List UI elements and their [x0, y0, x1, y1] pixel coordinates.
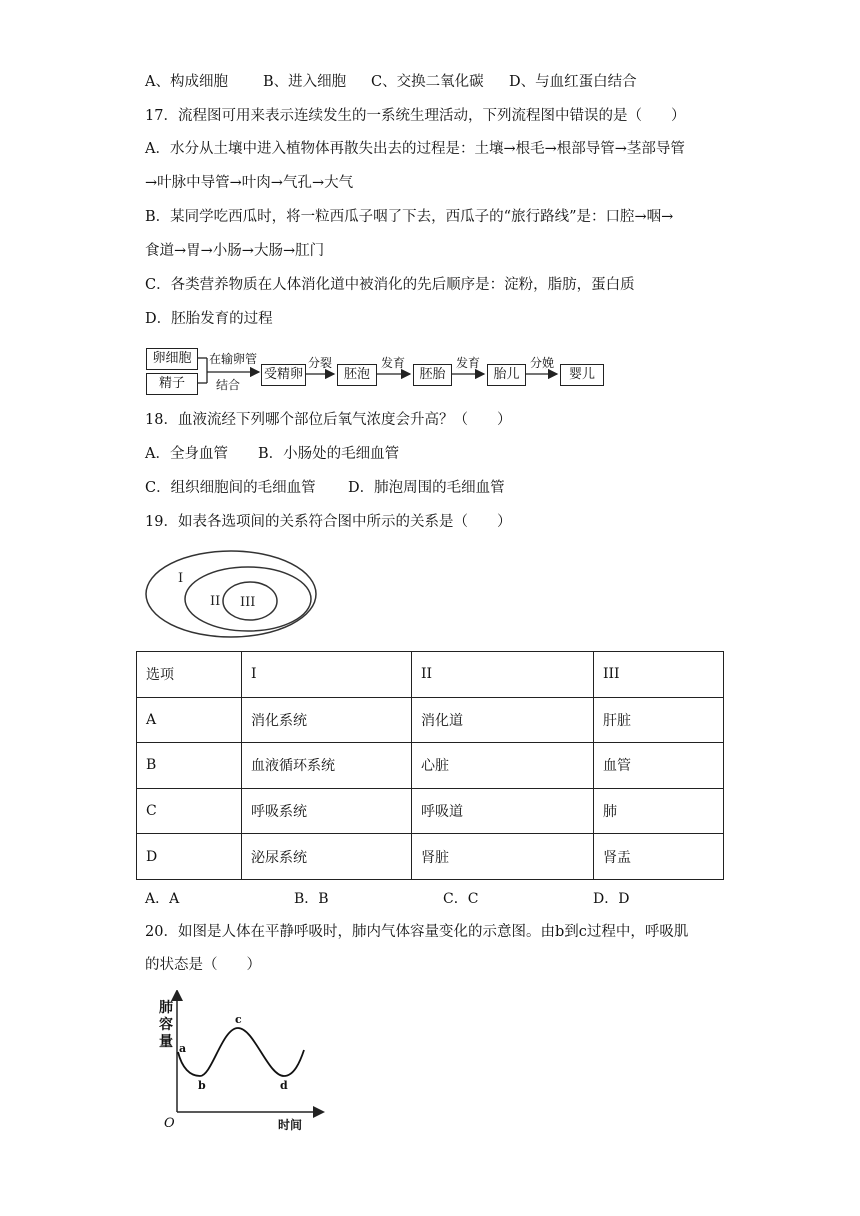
flow-connector-lines: [0, 0, 860, 400]
graph-point-d: d: [280, 1079, 288, 1092]
q16-option-c: C、交换二氧化碳: [371, 74, 484, 90]
table-cell: 肝脏: [594, 697, 724, 743]
venn-label-middle: II: [210, 594, 221, 609]
graph-volume-curve: [178, 1028, 304, 1076]
flow-label-develop-2: 发育: [456, 356, 481, 370]
flow-box-baby: 婴儿: [560, 364, 604, 386]
graph-point-c: c: [235, 1013, 242, 1026]
table-cell: 肾盂: [594, 834, 724, 880]
flow-box-blastocyst: 胚泡: [337, 364, 377, 386]
table-cell: 血管: [594, 743, 724, 789]
q18-option-a: A．全身血管: [145, 446, 228, 462]
graph-xlabel: 时间: [278, 1118, 303, 1132]
table-header-cell: II: [412, 652, 594, 698]
flow-label-split: 分裂: [308, 356, 333, 370]
table-header-cell: III: [594, 652, 724, 698]
table-row: [137, 788, 724, 834]
table-cell: 泌尿系统: [242, 834, 412, 880]
venn-label-outer: I: [178, 571, 184, 586]
graph-ylabel-char-2: 容: [159, 1017, 173, 1033]
table-cell: 心脏: [412, 743, 594, 789]
table-row: [137, 697, 724, 743]
q17-option-b-line2: 食道→胃→小肠→大肠→肛门: [145, 243, 325, 259]
q17-option-d: D．胚胎发育的过程: [145, 311, 273, 327]
graph-origin-label: O: [164, 1116, 175, 1131]
q19-options-table: [136, 651, 724, 880]
q18-option-b: B．小肠处的毛细血管: [258, 446, 400, 462]
q19-answer-c: C．C: [443, 891, 479, 907]
table-cell: B: [137, 743, 242, 789]
q16-option-b: B、进入细胞: [263, 74, 347, 90]
table-cell: 血液循环系统: [242, 743, 412, 789]
flow-box-embryo: 胚胎: [413, 364, 452, 386]
graph-point-a: a: [179, 1042, 187, 1055]
q17-option-b-line1: B．某同学吃西瓜时，将一粒西瓜子咽了下去，西瓜子的“旅行路线”是：口腔→咽→: [145, 209, 674, 225]
venn-label-inner: III: [240, 595, 256, 610]
q17-stem: 17．流程图可用来表示连续发生的一系统生理活动，下列流程图中错误的是（ ）: [145, 108, 686, 124]
q18-option-c: C．组织细胞间的毛细血管: [145, 480, 316, 496]
q18-stem: 18．血液流经下列哪个部位后氧气浓度会升高？（ ）: [145, 412, 512, 428]
q20-stem-line2: 的状态是（ ）: [145, 957, 261, 973]
table-cell: 消化道: [412, 697, 594, 743]
graph-ylabel-char-1: 肺: [159, 1000, 173, 1016]
q18-option-d: D．肺泡周围的毛细血管: [348, 480, 505, 496]
q17-option-c: C．各类营养物质在人体消化道中被消化的先后顺序是：淀粉，脂肪，蛋白质: [145, 277, 635, 293]
venn-diagram: [140, 548, 325, 644]
q17-option-a-line2: →叶脉中导管→叶肉→气孔→大气: [145, 175, 354, 191]
q17-option-a-line1: A．水分从土壤中进入植物体再散失出去的过程是：土壤→根毛→根部导管→茎部导管: [145, 141, 685, 157]
table-cell: C: [137, 788, 242, 834]
graph-ylabel-char-3: 量: [159, 1034, 173, 1050]
flow-box-sperm: 精子: [146, 373, 198, 395]
table-row: [137, 834, 724, 880]
flow-label-combine: 结合: [216, 378, 241, 392]
table-header-cell: 选项: [137, 652, 242, 698]
q16-option-d: D、与血红蛋白结合: [509, 74, 637, 90]
table-cell: 消化系统: [242, 697, 412, 743]
flow-box-zygote: 受精卵: [261, 364, 306, 386]
table-cell: 呼吸道: [412, 788, 594, 834]
q19-answer-a: A．A: [145, 891, 180, 907]
lung-volume-graph: [150, 990, 330, 1140]
table-row: [137, 743, 724, 789]
q20-stem-line1: 20．如图是人体在平静呼吸时，肺内气体容量变化的示意图。由b到c过程中，呼吸肌: [145, 924, 689, 940]
table-cell: 肺: [594, 788, 724, 834]
flow-box-egg: 卵细胞: [146, 348, 198, 370]
table-cell: D: [137, 834, 242, 880]
flow-label-birth: 分娩: [530, 356, 555, 370]
q19-answer-d: D．D: [593, 891, 630, 907]
table-header-cell: I: [242, 652, 412, 698]
table-header-row: [137, 652, 724, 698]
q19-answer-b: B．B: [294, 891, 329, 907]
flow-box-fetus: 胎儿: [487, 364, 526, 386]
q16-option-a: A、构成细胞: [145, 74, 228, 90]
graph-point-b: b: [198, 1079, 206, 1092]
table-cell: 肾脏: [412, 834, 594, 880]
venn-outer-ellipse: [146, 551, 316, 637]
table-cell: 呼吸系统: [242, 788, 412, 834]
q19-stem: 19．如表各选项间的关系符合图中所示的关系是（ ）: [145, 514, 512, 530]
flow-label-develop-1: 发育: [381, 356, 406, 370]
table-cell: A: [137, 697, 242, 743]
flow-label-in-oviduct: 在输卵管: [209, 352, 258, 366]
